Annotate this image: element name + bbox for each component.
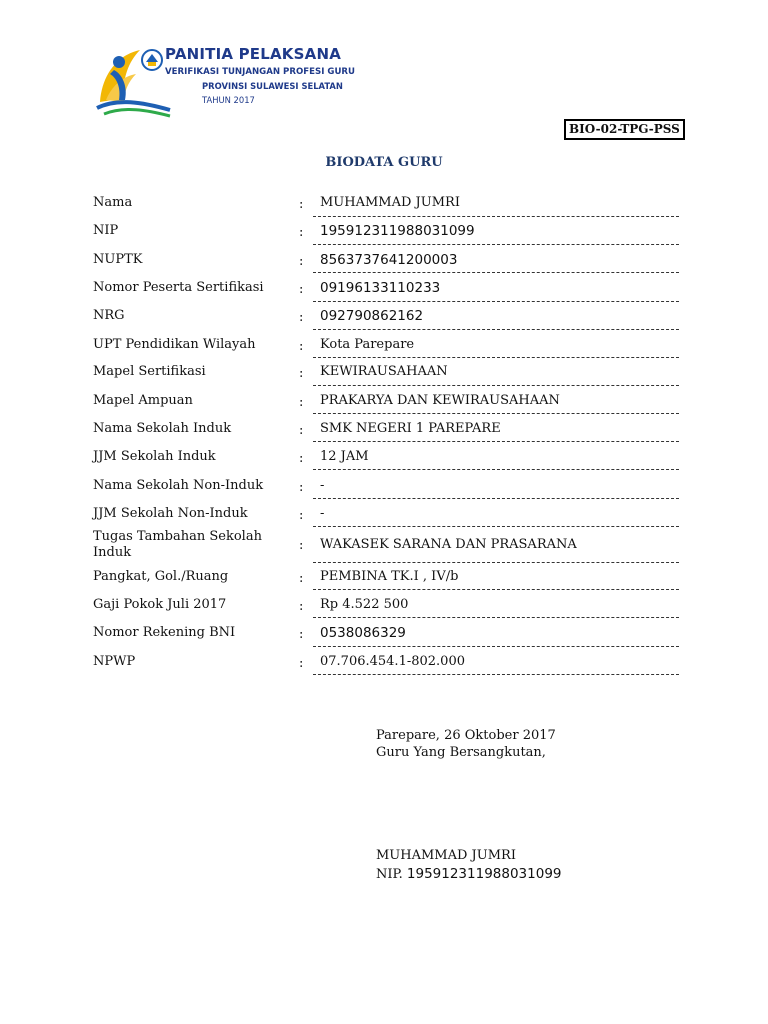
field-colon: :: [299, 366, 304, 381]
field-colon: :: [299, 423, 304, 438]
committee-logo: [92, 40, 356, 120]
logo-year: TAHUN 2017: [202, 95, 255, 105]
field-value: 0538086329: [320, 625, 406, 641]
field-colon: :: [299, 339, 304, 354]
field-colon: :: [299, 538, 304, 553]
logo-title: PANITIA PELAKSANA: [165, 45, 342, 63]
signature-nip-label: NIP.: [376, 867, 407, 882]
field-colon: :: [299, 571, 304, 586]
field-label: UPT Pendidikan Wilayah: [93, 337, 256, 352]
field-label: Nama Sekolah Induk: [93, 421, 232, 436]
field-underline: [313, 272, 679, 273]
field-colon: :: [299, 225, 304, 240]
logo-subtitle: VERIFIKASI TUNJANGAN PROFESI GURU: [165, 67, 356, 77]
field-colon: :: [299, 656, 304, 671]
field-underline: [313, 562, 679, 563]
field-value: PRAKARYA DAN KEWIRAUSAHAAN: [320, 393, 560, 408]
field-value: -: [320, 478, 325, 493]
signature-name: MUHAMMAD JUMRI: [376, 848, 516, 863]
signature-place-date: Parepare, 26 Oktober 2017: [376, 728, 556, 743]
field-underline: [313, 301, 679, 302]
field-underline: [313, 357, 679, 358]
field-value: 09196133110233: [320, 280, 441, 296]
field-colon: :: [299, 310, 304, 325]
field-label: Nomor Rekening BNI: [93, 625, 236, 640]
field-underline: [313, 413, 679, 414]
field-underline: [313, 329, 679, 330]
field-value: 12 JAM: [320, 449, 369, 464]
field-label: Nama Sekolah Non-Induk: [93, 478, 264, 493]
field-underline: [313, 385, 679, 386]
field-label: Mapel Ampuan: [93, 393, 193, 408]
field-value: 07.706.454.1-802.000: [320, 654, 465, 669]
field-underline: [313, 244, 679, 245]
field-underline: [313, 469, 679, 470]
field-value: MUHAMMAD JUMRI: [320, 195, 460, 210]
field-label: Gaji Pokok Juli 2017: [93, 597, 227, 612]
field-value: 092790862162: [320, 308, 424, 324]
field-value: KEWIRAUSAHAAN: [320, 364, 448, 379]
field-underline: [313, 646, 679, 647]
field-value: Rp 4.522 500: [320, 597, 409, 612]
field-colon: :: [299, 508, 304, 523]
field-label: Nama: [93, 195, 133, 210]
field-underline: [313, 674, 679, 675]
field-colon: :: [299, 282, 304, 297]
field-label: NIP: [93, 223, 119, 238]
field-value: -: [320, 506, 325, 521]
logo-emblem-icon: [92, 40, 172, 120]
field-label: Tugas Tambahan Sekolah Induk: [93, 529, 262, 560]
field-label: Mapel Sertifikasi: [93, 364, 206, 379]
field-value: SMK NEGERI 1 PAREPARE: [320, 421, 501, 436]
field-underline: [313, 589, 679, 590]
field-colon: :: [299, 254, 304, 269]
signature-nip-value: 195912311988031099: [406, 866, 562, 882]
field-label: Pangkat, Gol./Ruang: [93, 569, 229, 584]
field-label: Nomor Peserta Sertifikasi: [93, 280, 264, 295]
field-value: 195912311988031099: [320, 223, 475, 239]
field-underline: [313, 617, 679, 618]
field-colon: :: [299, 627, 304, 642]
field-colon: :: [299, 480, 304, 495]
field-underline: [313, 441, 679, 442]
field-value: Kota Parepare: [320, 337, 415, 352]
document-title: BIODATA GURU: [325, 155, 443, 170]
field-value: PEMBINA TK.I , IV/b: [320, 569, 459, 584]
logo-province: PROVINSI SULAWESI SELATAN: [202, 81, 343, 91]
field-underline: [313, 498, 679, 499]
field-colon: :: [299, 395, 304, 410]
field-label: NRG: [93, 308, 125, 323]
field-label: JJM Sekolah Induk: [93, 449, 216, 464]
field-value: WAKASEK SARANA DAN PRASARANA: [320, 537, 577, 552]
field-value: 8563737641200003: [320, 252, 458, 268]
field-underline: [313, 526, 679, 527]
field-colon: :: [299, 599, 304, 614]
field-colon: :: [299, 451, 304, 466]
signature-nip: [376, 866, 562, 882]
field-underline: [313, 216, 679, 217]
field-label: NPWP: [93, 654, 136, 669]
field-label: NUPTK: [93, 252, 143, 267]
field-label: JJM Sekolah Non-Induk: [93, 506, 248, 521]
document-code-box: BIO-02-TPG-PSS: [564, 119, 685, 140]
signature-role: Guru Yang Bersangkutan,: [376, 745, 546, 760]
field-colon: :: [299, 197, 304, 212]
